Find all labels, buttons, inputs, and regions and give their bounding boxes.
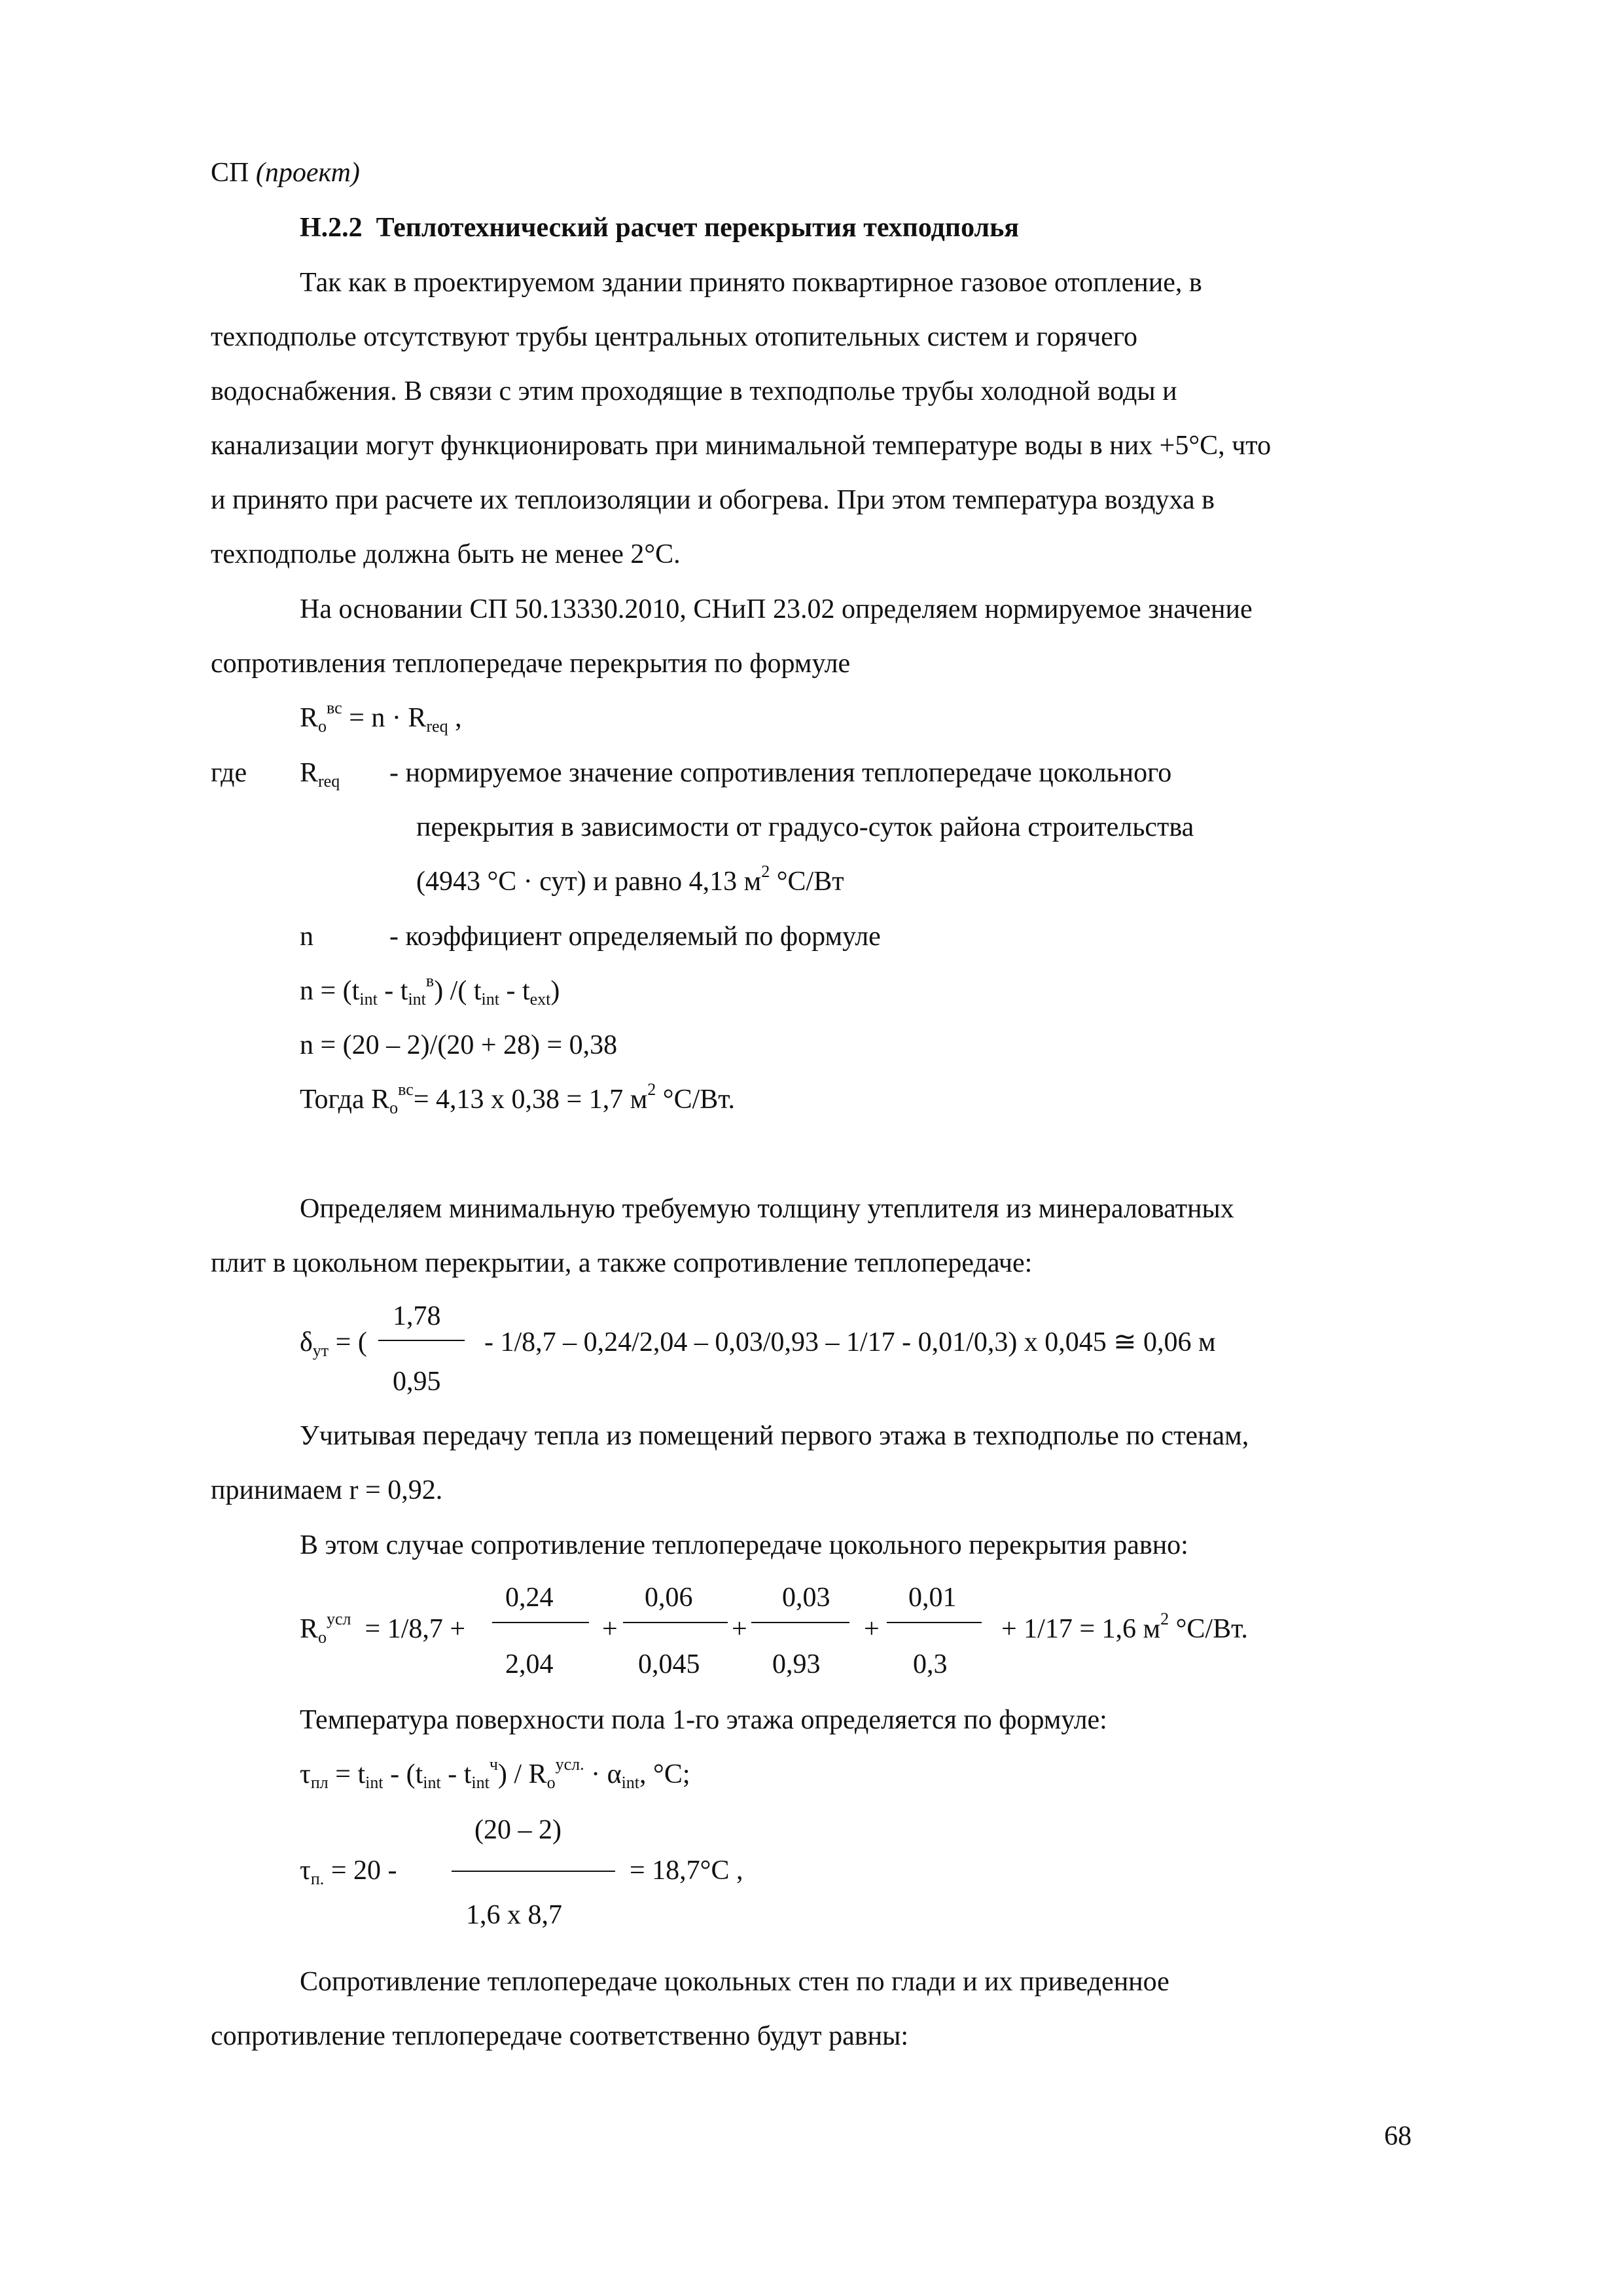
- para6: Температура поверхности пола 1-го этажа определяется по формуле:: [300, 1705, 1107, 1735]
- para3-line: плит в цокольном перекрытии, а также сопротивление теплопередаче:: [211, 1248, 1033, 1278]
- para1-line: и принято при расчете их теплоизоляции и обогрева. При этом температура воздуха в: [211, 485, 1215, 515]
- fraction-bar: [623, 1622, 728, 1623]
- tau-fraction-bar: [452, 1871, 615, 1872]
- fraction-denominator: 2,04: [505, 1649, 554, 1679]
- para4-line: Учитывая передачу тепла из помещений первого этажа в техподполье по стенам,: [300, 1421, 1249, 1451]
- para3-line: Определяем минимальную требуемую толщину утеплителя из минераловатных: [300, 1194, 1234, 1224]
- para1-line: техподполье отсутствуют трубы центральных отопительных систем и горячего: [211, 322, 1137, 352]
- para5: В этом случае сопротивление теплопередаче цокольного перекрытия равно:: [300, 1530, 1188, 1560]
- page-number: 68: [1384, 2121, 1412, 2151]
- ro-usl-lhs: $R_o^{усл} = 1/8,7$ +: [300, 1609, 466, 1647]
- tau-calc-lhs: $\tau_{п.} = 20$ -: [300, 1856, 397, 1888]
- fraction-bar: [492, 1622, 589, 1623]
- formula-n: $n = (t_{int} - t_{int}^в)$ /( $t_{int} - t_{ext}$): [300, 971, 560, 1009]
- para1-line: водоснабжения. В связи с этим проходящие в техподполье трубы холодной воды и: [211, 376, 1177, 406]
- para2-line: сопротивления теплопередаче перекрытия по формуле: [211, 649, 851, 679]
- rreq-desc-line: - нормируемое значение сопротивления теплопередаче цокольного: [389, 758, 1172, 788]
- para1-line: техподполье должна быть не менее 2°С.: [211, 539, 681, 569]
- fraction-denominator: 0,93: [772, 1649, 821, 1679]
- para4-line: принимаем r = 0,92.: [211, 1475, 443, 1505]
- formula-ro-vs: $R_o^{вс} = n \cdot R_{req}$ ,: [300, 698, 462, 736]
- section-number: Н.2.2: [300, 213, 363, 243]
- delta-lhs: $\delta_{ут}$ = (: [300, 1327, 367, 1360]
- fraction-denominator: 0,045: [638, 1649, 700, 1679]
- delta-numerator: 1,78: [393, 1301, 441, 1331]
- tau-calc-rhs: = 18,7°С ,: [630, 1856, 743, 1886]
- para1-line: Так как в проектируемом здании принято поквартирное газовое отопление, в: [300, 268, 1202, 298]
- fraction-numerator: 0,24: [505, 1583, 554, 1613]
- fraction-denominator: 0,3: [913, 1649, 948, 1679]
- delta-fraction-bar: [378, 1340, 465, 1341]
- fraction-bar: [887, 1622, 982, 1623]
- plus-sign: +: [732, 1614, 747, 1644]
- document-header: [211, 159, 360, 187]
- fraction-numerator: 0,06: [645, 1583, 693, 1613]
- doc-status: (проект): [255, 158, 360, 188]
- section-title: Теплотехнический расчет перекрытия техподполья: [376, 213, 1020, 243]
- plus-sign: +: [864, 1614, 880, 1644]
- formula-then: Тогда $R_o^{вс}= 4,13$ х 0,38 = 1,7 $м^2$ °С/Вт.: [300, 1080, 735, 1117]
- rreq-symbol: $R_{req}$: [300, 758, 340, 791]
- n-desc: - коэффициент определяемый по формуле: [389, 922, 881, 952]
- tau-numerator: (20 – 2): [474, 1815, 562, 1845]
- tau-denominator: 1,6 х 8,7: [466, 1900, 562, 1930]
- plus-sign: +: [602, 1614, 618, 1644]
- doc-code: СП: [211, 158, 249, 188]
- section-heading: [300, 214, 1019, 242]
- formula-n-calc: n = (20 – 2)/(20 + 28) = 0,38: [300, 1030, 618, 1060]
- fraction-numerator: 0,03: [782, 1583, 830, 1613]
- ro-usl-tail: + 1/17 = 1,6 $м^2$ °С/Вт.: [1001, 1609, 1248, 1644]
- delta-rest: - 1/8,7 – 0,24/2,04 – 0,03/0,93 – 1/17 - 0,01/0,3) х 0,045 ≅ 0,06 м: [484, 1327, 1216, 1357]
- n-symbol: n: [300, 922, 313, 952]
- para7-line: сопротивление теплопередаче соответственно будут равны:: [211, 2021, 908, 2051]
- delta-denominator: 0,95: [393, 1367, 441, 1397]
- rreq-desc-line: (4943 °С · сут) и равно 4,13 $м^2$ °С/Вт: [416, 862, 844, 897]
- rreq-desc-line: перекрытия в зависимости от градусо-суток района строительства: [416, 812, 1194, 842]
- where-label: где: [211, 758, 247, 788]
- formula-tau: $\tau_{пл} = t_{int} - (t_{int} - t_{int}^ч) / R_o^{усл.} \cdot \alpha_{int}$, °С;: [300, 1755, 690, 1792]
- para7-line: Сопротивление теплопередаче цокольных стен по глади и их приведенное: [300, 1967, 1169, 1997]
- para2-line: На основании СП 50.13330.2010, СНиП 23.02 определяем нормируемое значение: [300, 594, 1253, 624]
- para1-line: канализации могут функционировать при минимальной температуре воды в них +5°С, что: [211, 431, 1272, 461]
- fraction-bar: [751, 1622, 849, 1623]
- fraction-numerator: 0,01: [908, 1583, 957, 1613]
